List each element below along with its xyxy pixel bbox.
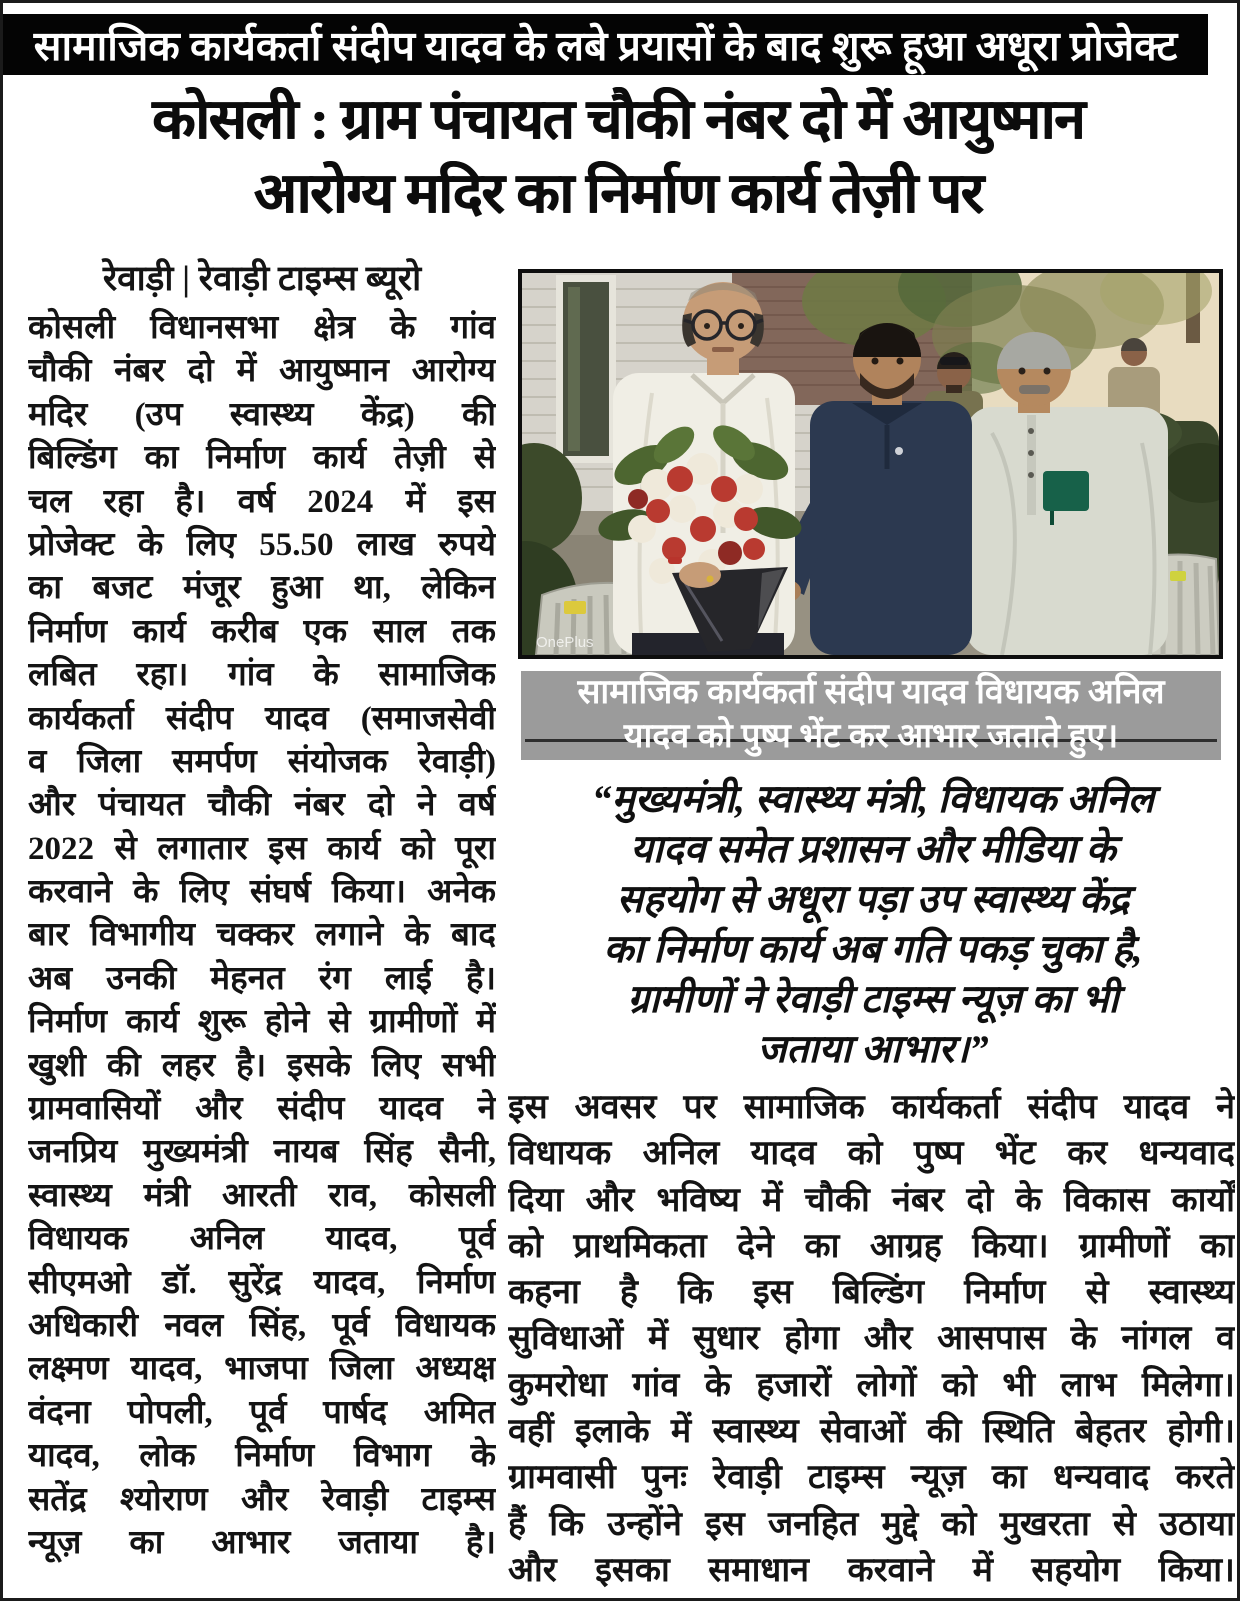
byline: रेवाड़ी | रेवाड़ी टाइम्स ब्यूरो bbox=[102, 259, 422, 298]
text-line: करवाने के लिए संघर्ष किया। अनेक bbox=[28, 874, 496, 911]
photo-illustration bbox=[522, 273, 1219, 655]
text-line: कुमरोधा गांव के हजारों लोगों को भी लाभ मिलेगा। bbox=[508, 1366, 1235, 1404]
text-line: सहयोग से अधूरा पड़ा उप स्वास्थ्य केंद्र bbox=[616, 878, 1130, 921]
text-line: हैं कि उन्होंने इस जनहित मुद्दे को मुखरता से उठाया bbox=[508, 1505, 1235, 1543]
main-headline bbox=[13, 83, 1223, 231]
caption-line-1: सामाजिक कार्यकर्ता संदीप यादव विधायक अनिल bbox=[577, 674, 1165, 711]
headline-line-1: कोसली : ग्राम पंचायत चौकी नंबर दो में आयुष्मान bbox=[151, 89, 1085, 151]
text-line: सतेंद्र श्योराण और रेवाड़ी टाइम्स bbox=[28, 1481, 496, 1518]
text-line: विधायक अनिल यादव को पुष्प भेंट कर धन्यवाद bbox=[508, 1135, 1235, 1173]
right-column bbox=[508, 1085, 1235, 1594]
text-line: खुशी की लहर है। इसके लिए सभी bbox=[28, 1047, 496, 1084]
text-line: वंदना पोपली, पूर्व पार्षद अमित bbox=[28, 1394, 496, 1431]
text-line: स्वास्थ्य मंत्री आरती राव, कोसली bbox=[28, 1177, 496, 1214]
text-line: न्यूज़ का आभार जताया है। bbox=[28, 1524, 496, 1561]
text-line: और पंचायत चौकी नंबर दो ने वर्ष bbox=[28, 787, 496, 824]
text-line: वहीं इलाके में स्वास्थ्य सेवाओं की स्थिति बेहतर होगी। bbox=[508, 1413, 1235, 1451]
text-line: यादव समेत प्रशासन और मीडिया के bbox=[630, 828, 1116, 871]
caption-line-2: यादव को पुष्प भेंट कर आभार जताते हुए। bbox=[623, 718, 1119, 755]
text-line: दिया और भविष्य में चौकी नंबर दो के विकास कार्यों bbox=[508, 1181, 1235, 1219]
photo-caption bbox=[521, 671, 1221, 760]
pull-quote bbox=[515, 775, 1231, 1075]
text-line: लबित रहा। गांव के सामाजिक bbox=[28, 657, 496, 694]
text-line: जनप्रिय मुख्यमंत्री नायब सिंह सैनी, bbox=[28, 1134, 496, 1171]
text-line: अधिकारी नवल सिंह, पूर्व विधायक bbox=[28, 1307, 496, 1344]
watermark-text: OnePlus bbox=[536, 634, 594, 651]
text-line: ग्रामवासी पुनः रेवाड़ी टाइम्स न्यूज़ का धन्यवाद करते bbox=[508, 1459, 1235, 1497]
text-line: कोसली विधानसभा क्षेत्र के गांव bbox=[28, 310, 496, 346]
text-line: अब उनकी मेहनत रंग लाई है। bbox=[28, 960, 496, 997]
text-line: बार विभागीय चक्कर लगाने के बाद bbox=[28, 917, 496, 954]
kicker-banner bbox=[3, 14, 1208, 75]
text-line: यादव, लोक निर्माण विभाग के bbox=[28, 1438, 496, 1475]
left-column bbox=[28, 253, 496, 1565]
text-line: विधायक अनिल यादव, पूर्व bbox=[28, 1221, 496, 1258]
text-line: कार्यकर्ता संदीप यादव (समाजसेवी bbox=[28, 700, 496, 737]
text-line: सीएमओ डॉ. सुरेंद्र यादव, निर्माण bbox=[28, 1264, 496, 1301]
text-line: और इसका समाधान करवाने में सहयोग किया। bbox=[508, 1551, 1235, 1589]
text-line: चौकी नंबर दो में आयुष्मान आरोग्य bbox=[28, 353, 496, 390]
text-line: निर्माण कार्य करीब एक साल तक bbox=[28, 613, 496, 650]
text-line: ग्रामवासियों और संदीप यादव ने bbox=[28, 1091, 496, 1128]
text-line: इस अवसर पर सामाजिक कार्यकर्ता संदीप यादव ने bbox=[508, 1089, 1235, 1126]
text-line: निर्माण कार्य शुरू होने से ग्रामीणों में bbox=[28, 1004, 496, 1041]
text-line: को प्राथमिकता देने का आग्रह किया। ग्रामीणों का bbox=[508, 1227, 1235, 1265]
text-line: जताया आभार।” bbox=[757, 1028, 989, 1071]
article-photo bbox=[518, 269, 1223, 659]
text-line: सुविधाओं में सुधार होगा और आसपास के नांगल व bbox=[508, 1320, 1235, 1358]
text-line: बिल्डिंग का निर्माण कार्य तेज़ी से bbox=[28, 440, 496, 477]
text-line: का बजट मंजूर हुआ था, लेकिन bbox=[28, 570, 496, 607]
headline-line-2: आरोग्य मदिर का निर्माण कार्य तेज़ी पर bbox=[253, 163, 983, 225]
text-line: “मुख्यमंत्री, स्वास्थ्य मंत्री, विधायक अनिल bbox=[591, 778, 1155, 821]
text-line: कहना है कि इस बिल्डिंग निर्माण से स्वास्थ्य bbox=[508, 1274, 1235, 1312]
text-line: व जिला समर्पण संयोजक रेवाड़ी) bbox=[28, 743, 496, 780]
text-line: 2022 से लगातार इस कार्य को पूरा bbox=[28, 830, 496, 867]
text-line: ग्रामीणों ने रेवाड़ी टाइम्स न्यूज़ का भी bbox=[627, 978, 1119, 1021]
text-line: प्रोजेक्ट के लिए 55.50 लाख रुपये bbox=[28, 526, 496, 563]
text-line: चल रहा है। वर्ष 2024 में इस bbox=[28, 483, 496, 520]
text-line: मदिर (उप स्वास्थ्य केंद्र) की bbox=[28, 396, 496, 433]
text-line: लक्ष्मण यादव, भाजपा जिला अध्यक्ष bbox=[28, 1351, 496, 1388]
left-column-body bbox=[28, 307, 496, 1565]
kicker-text: सामाजिक कार्यकर्ता संदीप यादव के लबे प्रयासों के बाद शुरू हूआ अधूरा प्रोजेक्ट bbox=[33, 22, 1178, 69]
window bbox=[556, 275, 616, 463]
text-line: का निर्माण कार्य अब गति पकड़ चुका है, bbox=[603, 928, 1143, 971]
